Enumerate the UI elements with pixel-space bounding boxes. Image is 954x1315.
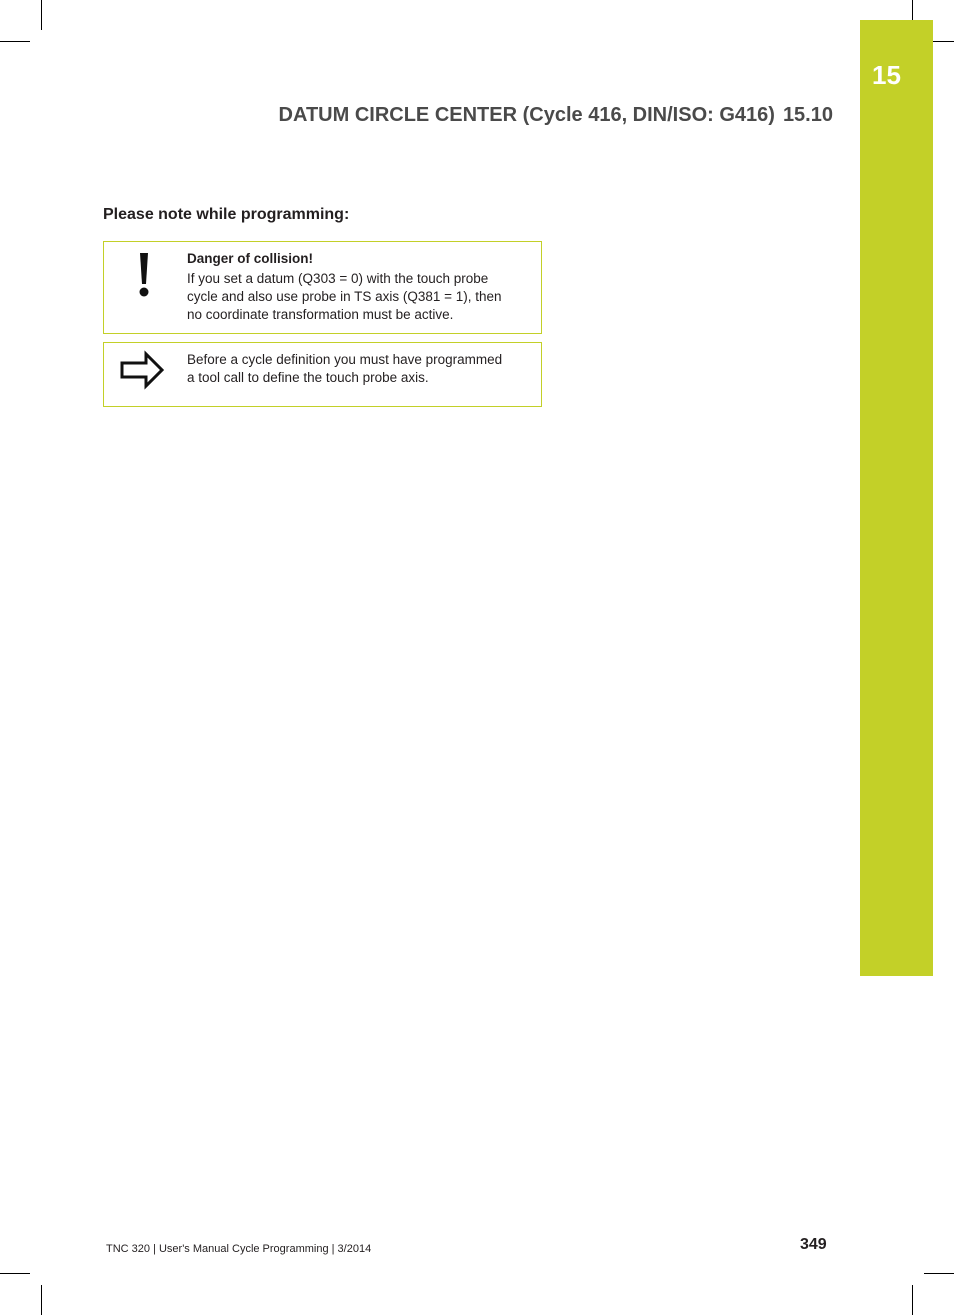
info-line: Before a cycle definition you must have programmed (187, 352, 503, 367)
running-header (279, 104, 833, 127)
crop-mark (41, 0, 42, 30)
warning-icon-cell (103, 241, 187, 334)
subheading: Please note while programming: (103, 206, 350, 223)
warning-note (103, 241, 542, 334)
crop-mark (41, 1285, 42, 1315)
info-icon-cell (103, 342, 187, 407)
warning-title: Danger of collision! (187, 251, 314, 266)
crop-mark (924, 1273, 954, 1274)
info-text (187, 351, 531, 387)
warning-line: no coordinate transformation must be active. (187, 307, 454, 322)
header-section: 15.10 (782, 104, 833, 126)
crop-mark (912, 1285, 913, 1315)
crop-mark (0, 1273, 30, 1274)
exclamation-icon (104, 241, 187, 334)
crop-mark (0, 41, 30, 42)
warning-text (187, 250, 531, 324)
chapter-number: 15 (872, 60, 901, 90)
info-note (103, 342, 542, 407)
warning-line: If you set a datum (Q303 = 0) with the touch probe (187, 271, 489, 286)
page-number: 349 (800, 1236, 827, 1253)
footer-text: TNC 320 | User's Manual Cycle Programming | 3/2014 (106, 1243, 372, 1255)
warning-line: cycle and also use probe in TS axis (Q381 = 1), then (187, 289, 502, 304)
arrow-right-icon (104, 342, 187, 407)
info-line: a tool call to define the touch probe axis. (187, 370, 429, 385)
header-title: DATUM CIRCLE CENTER (Cycle 416, DIN/ISO: G416) (278, 104, 775, 126)
chapter-tab (860, 20, 933, 976)
